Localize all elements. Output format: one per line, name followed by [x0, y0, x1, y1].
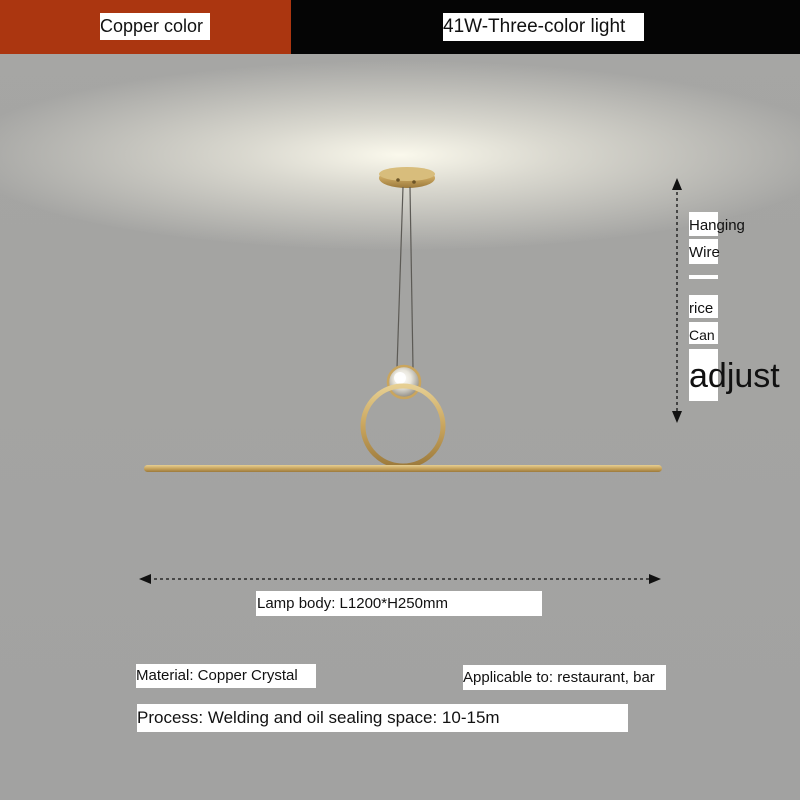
note-can: Can	[689, 322, 718, 344]
process-spec: Process: Welding and oil sealing space: 10-15m	[137, 704, 628, 732]
ceiling-canopy	[379, 167, 435, 188]
height-dimension-arrow	[672, 178, 682, 423]
note-wire: Wire	[689, 239, 718, 264]
note-adjust: adjust	[689, 349, 718, 401]
light-option-label: 41W-Three-color light	[443, 13, 644, 41]
crystal-shade	[388, 366, 420, 398]
note-fragment	[689, 275, 718, 279]
length-dimension-arrow	[139, 574, 661, 584]
lamp-body-size: Lamp body: L1200*H250mm	[256, 591, 542, 616]
material-spec: Material: Copper Crystal	[136, 664, 316, 688]
note-rice: rice	[689, 295, 718, 318]
note-hanging: Hanging	[689, 212, 718, 236]
applicable-spec: Applicable to: restaurant, bar	[463, 665, 666, 690]
hanging-wires	[397, 187, 413, 368]
color-option-label: Copper color	[100, 13, 210, 40]
light-bar	[144, 465, 662, 472]
